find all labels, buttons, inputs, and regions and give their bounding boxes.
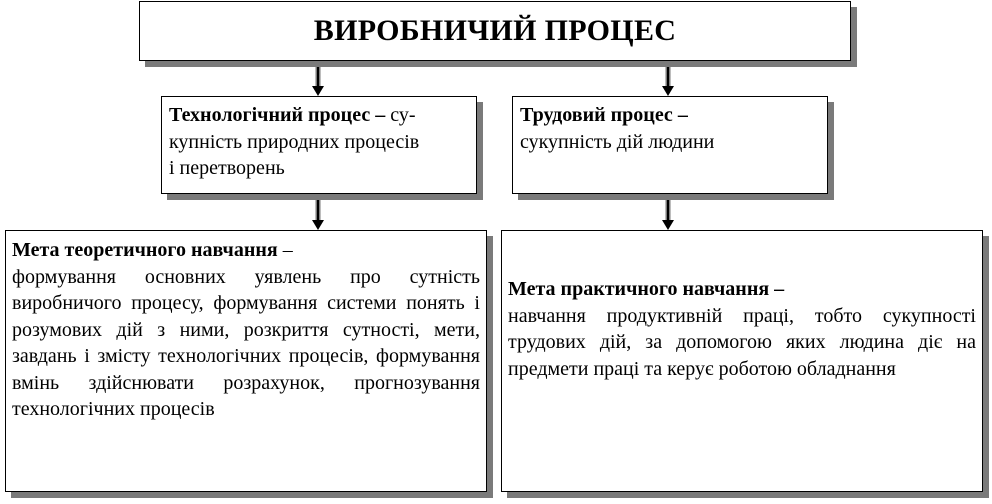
practical-training-box [501,230,983,492]
technological-process-text [169,102,469,182]
theoretical-training-text [12,237,480,423]
practical-training-text [508,276,976,382]
labor-process-term: Трудовий процес – [520,104,688,126]
labor-process-box [512,96,828,194]
production-process-title-box [139,1,851,61]
labor-process-text [520,102,820,155]
practical-training-term: Мета практичного навчання – [508,278,785,300]
technological-process-definition-1: су- [390,104,416,126]
diagram-title: ВИРОБНИЧИЙ ПРОЦЕС [313,14,677,47]
theoretical-training-dash: – [277,239,293,261]
technological-process-term: Технологічний процес – [169,104,386,126]
arrow-labor-to-practical [662,195,674,230]
technological-process-definition-3: і перетворень [169,157,285,179]
technological-process-definition-2: купність природних процесів [169,130,420,153]
labor-process-definition: сукупність дій людини [520,130,715,153]
arrow-title-to-labor [662,62,674,96]
theoretical-training-description: формування основних уявлень про сутність виробничого процесу, формування системи понять і розумових дій з ними, розкриття сутності, мети, завдань і змісту технологічних процесів, формування вмінь здійснювати розрахунок, прогнозування технологічних процесів [12,265,480,420]
practical-training-description: навчання продуктивній праці, тобто сукупності трудових дій, за допомогою яких людина діє на предмети праці та керує роботою обладнання [508,304,976,380]
theoretical-training-term: Мета теоретичного навчання [12,239,278,261]
technological-process-box [161,96,477,194]
arrow-title-to-technological [312,62,324,96]
arrow-technological-to-theoretical [312,195,324,230]
theoretical-training-box [5,230,487,492]
